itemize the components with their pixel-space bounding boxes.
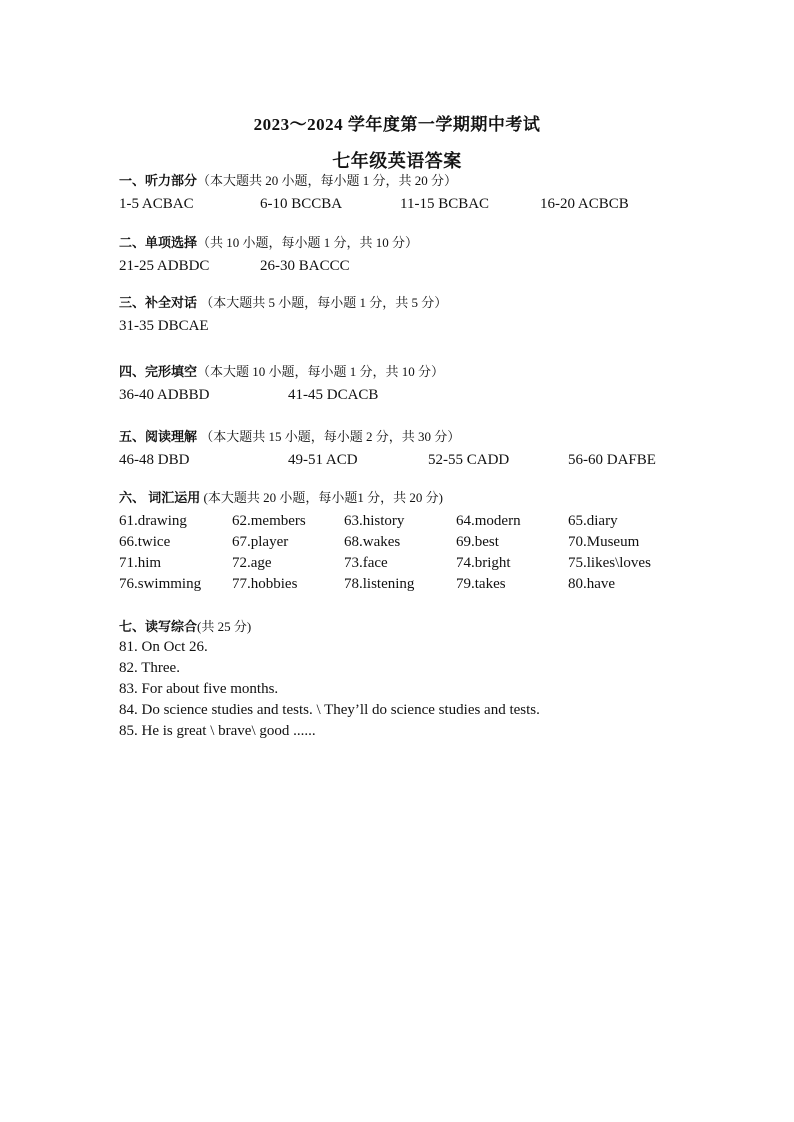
- written-answer: 83. For about five months.: [119, 681, 279, 697]
- section-heading: [119, 234, 719, 252]
- answer-row: [119, 194, 719, 215]
- section-heading: [119, 428, 719, 446]
- vocab-answer: 70.Museum: [568, 534, 640, 550]
- vocab-answer: 68.wakes: [344, 534, 401, 550]
- answer-row: [119, 385, 719, 406]
- vocab-answer: 67.player: [232, 534, 289, 550]
- vocab-answer: 63.history: [344, 513, 405, 529]
- section-description: (本大题共 20 小题，每小题1 分，共 20 分): [200, 490, 443, 505]
- exam-title: 2023～2024 学年度第一学期期中考试: [253, 115, 541, 134]
- vocab-row: [119, 574, 719, 595]
- written-answer: 84. Do science studies and tests. \ They’ll do science studies and tests.: [119, 702, 540, 718]
- section-title: 六、 词汇运用: [119, 490, 201, 505]
- vocab-answer: 78.listening: [344, 576, 415, 592]
- answer-group: 16-20 ACBCB: [540, 196, 629, 212]
- section-heading: [119, 172, 719, 190]
- section-title: 一、听力部分: [119, 173, 198, 188]
- answer-group: 41-45 DCACB: [288, 387, 379, 403]
- vocab-answer: 80.have: [568, 576, 616, 592]
- answer-group: 6-10 BCCBA: [260, 196, 343, 212]
- vocab-answer: 77.hobbies: [232, 576, 298, 592]
- section-dialogue: [119, 294, 719, 337]
- section-cloze: [119, 363, 719, 406]
- written-answer: 81. On Oct 26.: [119, 639, 208, 655]
- section-title: 五、阅读理解: [119, 429, 198, 444]
- section-title: 四、完形填空: [119, 364, 198, 379]
- written-answer: 82. Three.: [119, 660, 180, 676]
- section-description: （本大题 10 小题，每小题 1 分，共 10 分）: [197, 364, 445, 379]
- vocab-row: [119, 532, 719, 553]
- section-heading: [119, 294, 719, 312]
- section-description: （本大题共 20 小题，每小题 1 分，共 20 分）: [197, 173, 458, 188]
- vocab-answer: 73.face: [344, 555, 388, 571]
- section-reading: [119, 428, 719, 471]
- answer-group: 36-40 ADBBD: [119, 387, 210, 403]
- vocab-answer: 65.diary: [568, 513, 618, 529]
- section-description: （共 10 小题，每小题 1 分，共 10 分）: [197, 235, 419, 250]
- answer-group: 26-30 BACCC: [260, 258, 350, 274]
- vocab-answer: 72.age: [232, 555, 272, 571]
- answer-group: 46-48 DBD: [119, 452, 190, 468]
- vocab-answer: 71.him: [119, 555, 162, 571]
- section-title: 三、补全对话: [119, 295, 198, 310]
- vocab-answer: 75.likes\loves: [568, 555, 651, 571]
- vocab-row: [119, 553, 719, 574]
- answer-row: [119, 256, 719, 277]
- section-vocabulary: [119, 489, 719, 595]
- section-single-choice: [119, 234, 719, 277]
- section-heading: [119, 489, 719, 507]
- vocab-row: [119, 511, 719, 532]
- answer-key-title: 七年级英语答案: [332, 151, 462, 171]
- answer-row: [119, 450, 719, 471]
- section-title: 七、读写综合: [119, 619, 198, 634]
- section-heading: [119, 363, 719, 381]
- answer-group: 11-15 BCBAC: [400, 196, 490, 212]
- section-listening: [119, 172, 719, 215]
- vocab-answer: 69.best: [456, 534, 499, 550]
- section-reading-writing: [119, 618, 719, 742]
- answer-group: 49-51 ACD: [288, 452, 358, 468]
- vocab-answer: 62.members: [232, 513, 306, 529]
- section-description: (共 25 分): [197, 619, 252, 634]
- written-answer: 85. He is great \ brave\ good ......: [119, 723, 316, 739]
- section-description: （本大题共 5 小题，每小题 1 分，共 5 分）: [197, 295, 448, 310]
- answer-group: 56-60 DAFBE: [568, 452, 656, 468]
- vocab-answer: 64.modern: [456, 513, 521, 529]
- vocab-answer: 76.swimming: [119, 576, 202, 592]
- vocab-answer: 74.bright: [456, 555, 511, 571]
- answer-group: 31-35 DBCAE: [119, 318, 209, 334]
- answer-group: 52-55 CADD: [428, 452, 510, 468]
- answer-group: 21-25 ADBDC: [119, 258, 210, 274]
- answer-row: [119, 316, 719, 337]
- section-heading: [119, 618, 719, 636]
- answer-group: 1-5 ACBAC: [119, 196, 194, 212]
- section-description: （本大题共 15 小题，每小题 2 分，共 30 分）: [197, 429, 461, 444]
- vocab-answer: 61.drawing: [119, 513, 187, 529]
- section-title: 二、单项选择: [119, 235, 198, 250]
- vocab-answer: 79.takes: [456, 576, 506, 592]
- vocab-answer: 66.twice: [119, 534, 171, 550]
